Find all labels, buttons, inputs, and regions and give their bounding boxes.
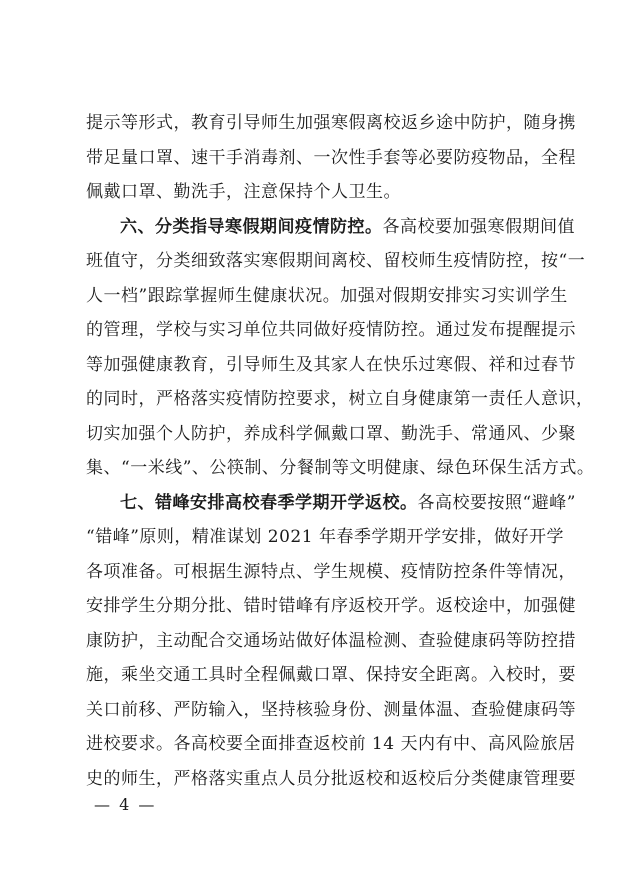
text-line: 关口前移、严防输入，坚持核验身份、测量体温、查验健康码等 (86, 699, 576, 720)
text-line: 带足量口罩、速干手消毒剂、一次性手套等必要防疫物品，全程 (86, 147, 576, 168)
text-line: 切实加强个人防护，养成科学佩戴口罩、勤洗手、常通风、少聚 (86, 423, 576, 444)
text-line: 等加强健康教育，引导师生及其家人在快乐过寒假、祥和过春节 (86, 354, 576, 375)
text-line: 佩戴口罩、勤洗手，注意保持个人卫生。 (86, 182, 401, 202)
document-body (86, 106, 595, 796)
text-line: 进校要求。各高校要全面排查返校前 14 天内有中、高风险旅居 (86, 734, 576, 754)
text-line: 人一档”跟踪掌握师生健康状况。加强对假期安排实习实训学生 (86, 285, 568, 306)
text-line: “错峰”原则，精准谋划 2021 年春季学期开学安排，做好开学 (86, 527, 564, 547)
text-line: 施，乘坐交通工具时全程佩戴口罩、保持安全距离。入校时，要 (86, 665, 576, 685)
text-line: 班值守，分类细致落实寒假期间离校、留校师生疫情防控，按“一 (86, 251, 586, 271)
section-6-first-line (86, 210, 575, 245)
text-line: 提示等形式，教育引导师生加强寒假离校返乡途中防护，随身携 (86, 113, 576, 133)
page-number: — 4 — (94, 795, 157, 814)
text-line: 集、“一米线”、公筷制、分餐制等文明健康、绿色环保生活方式。 (86, 458, 595, 478)
text-line: 的同时，严格落实疫情防控要求，树立自身健康第一责任人意识， (86, 389, 594, 409)
text-line: 各项准备。可根据生源特点、学生规模、疫情防控条件等情况， (86, 561, 576, 582)
section-7-heading: 七、错峰安排高校春季学期开学返校。 (120, 492, 418, 513)
text-span: 各高校要按照“避峰” (417, 492, 576, 513)
text-span: 各高校要加强寒假期间值 (382, 216, 575, 237)
text-line: 史的师生，严格落实重点人员分批返校和返校后分类健康管理要 (86, 768, 576, 789)
section-6-heading: 六、分类指导寒假期间疫情防控。 (120, 216, 383, 237)
section-7-first-line (86, 486, 576, 521)
text-line: 康防护，主动配合交通场站做好体温检测、查验健康码等防控措 (86, 630, 576, 651)
text-line: 安排学生分期分批、错时错峰有序返校开学。返校途中，加强健 (86, 596, 576, 616)
text-line: 的管理，学校与实习单位共同做好疫情防控。通过发布提醒提示 (86, 320, 576, 340)
